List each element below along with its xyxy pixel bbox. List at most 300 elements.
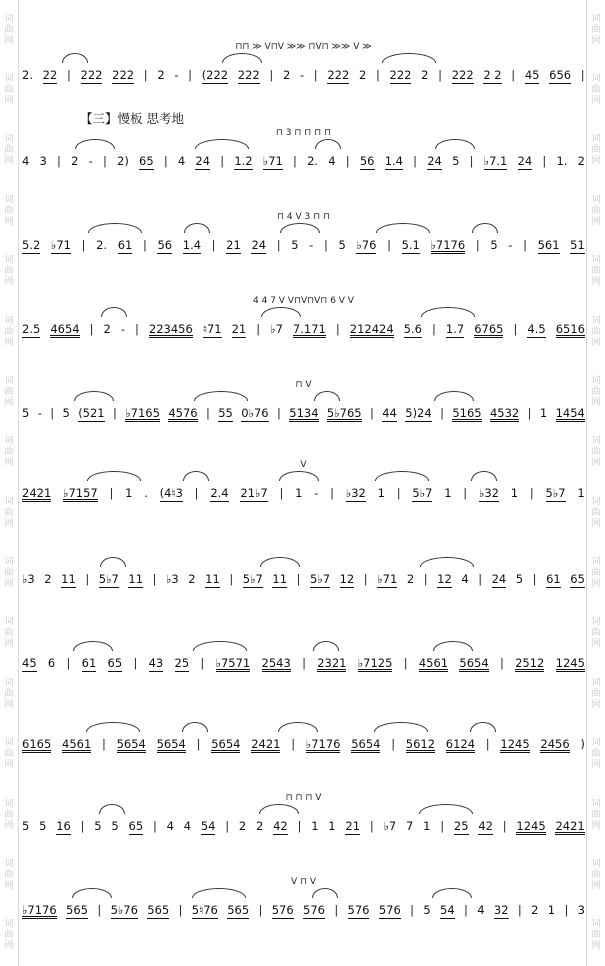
note-group: 24 — [427, 154, 442, 168]
slur-arc — [62, 53, 88, 63]
barline: | — [564, 903, 569, 917]
note-group: 222 — [112, 68, 135, 82]
barline: | — [391, 737, 396, 751]
slur-arc — [192, 888, 246, 898]
watermark-char: 曲 — [591, 749, 601, 760]
watermark-char: 曲 — [4, 145, 14, 156]
watermark-char: 曲 — [591, 930, 601, 941]
watermark-char: 曲 — [591, 85, 601, 96]
slur-arc — [184, 223, 210, 233]
note-group: 2 — [531, 903, 539, 917]
notation-row — [22, 148, 585, 174]
note-group: 223456 — [148, 322, 193, 336]
watermark-char: 词 — [591, 255, 601, 266]
barline: | — [85, 572, 90, 586]
note-group: 4532 — [489, 406, 520, 420]
note-group: 11 — [205, 572, 220, 586]
notation-row — [22, 480, 585, 506]
note-group: 6124 — [445, 737, 476, 751]
note-group: 2.4 — [210, 486, 229, 500]
watermark-char: 网 — [4, 699, 14, 710]
note-group: 5.1 — [401, 238, 420, 252]
slur-arc — [73, 641, 113, 651]
note-group: 1.4 — [182, 238, 202, 252]
watermark-glyph-group — [4, 738, 13, 771]
barline: | — [50, 406, 55, 420]
note-group: 4 — [477, 903, 485, 917]
note-group: 2 — [238, 819, 247, 833]
slur-arc — [99, 804, 125, 814]
barline: | — [196, 737, 201, 751]
slur-arc — [313, 641, 339, 651]
watermark-char: 词 — [4, 496, 14, 507]
note-group: 5612 — [405, 737, 436, 751]
barline: | — [163, 154, 168, 168]
slur-arc — [419, 804, 473, 814]
watermark-glyph-group — [591, 617, 600, 650]
watermark-glyph-group — [591, 134, 600, 167]
note-group: 576 — [347, 903, 370, 917]
watermark-glyph-group — [4, 134, 13, 167]
note-group: 2456 — [540, 737, 570, 751]
note-group: ♭7 — [270, 322, 283, 336]
watermark-char: 词 — [591, 375, 601, 386]
barline: | — [523, 238, 527, 252]
watermark-glyph-group — [591, 316, 600, 349]
watermark-char: 曲 — [4, 205, 14, 216]
watermark-char: 曲 — [4, 869, 14, 880]
note-group: 5654 — [351, 737, 381, 751]
barline: | — [277, 406, 281, 420]
slur-arc — [434, 391, 474, 401]
watermark-char: 曲 — [591, 447, 601, 458]
watermark-char: 网 — [591, 156, 601, 167]
note-group: (222 — [201, 68, 229, 82]
note-group: 16 — [56, 819, 71, 833]
note-group: 42 — [273, 819, 288, 833]
note-group: 5 — [452, 154, 460, 168]
note-group: 7.171 — [292, 322, 326, 336]
note-group: 6765 — [474, 322, 504, 336]
slur-arc — [260, 557, 300, 567]
watermark-char: 曲 — [591, 24, 601, 35]
watermark-char: 词 — [4, 74, 14, 85]
watermark-char: 词 — [4, 919, 14, 930]
note-group: 25 — [174, 656, 190, 670]
barline: | — [334, 903, 339, 917]
note-group: 32 — [493, 903, 509, 917]
watermark-char: 曲 — [4, 85, 14, 96]
watermark-char: 词 — [4, 798, 14, 809]
note-group: 1 — [311, 819, 319, 833]
slur-arc — [433, 641, 473, 651]
barline: | — [97, 903, 102, 917]
slur-arc — [382, 53, 436, 63]
note-group: 5 — [39, 819, 47, 833]
note-group: ♭7125 — [357, 656, 393, 670]
note-group: 222 — [327, 68, 350, 82]
note-group: 4576 — [168, 406, 198, 420]
note-group: 4 — [22, 154, 30, 168]
note-group: 12 — [339, 572, 355, 586]
barline: | — [142, 238, 147, 252]
slur-arc — [183, 471, 209, 481]
note-group: ♭7176 — [305, 737, 341, 751]
note-group: 5♭76 — [110, 903, 138, 917]
barline: | — [363, 572, 368, 586]
note-group: 2421 — [251, 737, 281, 751]
watermark-char: 曲 — [591, 326, 601, 337]
watermark-char: 网 — [4, 518, 14, 529]
note-group: 54 — [200, 819, 216, 833]
watermark-char: 曲 — [591, 145, 601, 156]
note-group: ) — [580, 737, 585, 751]
barline: | — [81, 238, 86, 252]
note-group: 1 — [423, 819, 431, 833]
barline: | — [410, 903, 414, 917]
watermark-glyph-group — [4, 799, 13, 832]
watermark-glyph-group — [4, 678, 13, 711]
note-group: 22 — [42, 68, 58, 82]
watermark-char: 曲 — [4, 568, 14, 579]
slur-arc — [74, 391, 114, 401]
slur-arc — [193, 641, 247, 651]
note-group: 5 — [111, 819, 119, 833]
note-group: 1.7 — [445, 322, 465, 336]
watermark-char: 词 — [4, 617, 14, 628]
watermark-char: 网 — [4, 35, 14, 46]
note-group: 2 — [256, 819, 264, 833]
watermark-char: 词 — [591, 798, 601, 809]
note-group: 21 — [345, 819, 361, 833]
watermark-glyph-group — [591, 919, 600, 952]
barline: | — [57, 154, 61, 168]
slur-arc — [312, 888, 338, 898]
watermark-char: 网 — [4, 216, 14, 227]
note-group: 5♭7 — [412, 486, 433, 500]
note-group: ♭3 — [22, 572, 35, 586]
note-group: 222 — [451, 68, 474, 82]
barline: | — [438, 68, 443, 82]
barline: | — [463, 486, 468, 500]
watermark-char: 网 — [4, 941, 14, 952]
note-group: 2 — [157, 68, 165, 82]
barline: | — [330, 486, 335, 500]
watermark-char: 词 — [4, 677, 14, 688]
note-group: 2421 — [22, 486, 52, 500]
watermark-char: 词 — [591, 738, 601, 749]
note-group: ♭71 — [377, 572, 398, 586]
barline: | — [527, 406, 532, 420]
note-group: - — [299, 68, 305, 82]
note-group: 24 — [491, 572, 507, 586]
left-margin-rule — [18, 0, 19, 966]
barline: | — [256, 322, 261, 336]
watermark-glyph-group — [4, 436, 13, 469]
note-group: 5654 — [156, 737, 186, 751]
watermark-char: 网 — [4, 277, 14, 288]
watermark-glyph-group — [591, 255, 600, 288]
note-group: 5165 — [452, 406, 482, 420]
note-group: 4.5 — [527, 322, 546, 336]
watermark-char: 网 — [4, 820, 14, 831]
slur-arc — [315, 139, 341, 149]
note-group: 11 — [61, 572, 76, 586]
watermark-char: 网 — [591, 579, 601, 590]
slur-arc — [470, 722, 496, 732]
barline: | — [440, 406, 444, 420]
barline: | — [89, 322, 94, 336]
barline: | — [200, 656, 205, 670]
slur-arc — [472, 223, 498, 233]
note-group: 4654 — [50, 322, 80, 336]
watermark-glyph-group — [591, 195, 600, 228]
barline: | — [80, 819, 85, 833]
note-group: 5654 — [459, 656, 489, 670]
watermark-char: 词 — [591, 194, 601, 205]
watermark-char: 网 — [591, 458, 601, 469]
barline: | — [102, 737, 106, 751]
barline: | — [580, 68, 585, 82]
note-group: 5 — [423, 903, 431, 917]
note-group: ♭7176 — [430, 238, 466, 252]
note-group: . — [144, 486, 148, 500]
note-group: 5♭7 — [545, 486, 566, 500]
watermark-char: 词 — [4, 738, 14, 749]
note-group: 576 — [271, 903, 294, 917]
watermark-char: 曲 — [4, 749, 14, 760]
note-group: 0♭76 — [241, 406, 269, 420]
watermark-char: 网 — [591, 277, 601, 288]
watermark-char: 词 — [591, 617, 601, 628]
watermark-glyph-group — [591, 678, 600, 711]
slur-arc — [101, 307, 127, 317]
notation-row — [22, 400, 585, 426]
note-group: 61 — [117, 238, 133, 252]
watermark-char: 网 — [591, 397, 601, 408]
watermark-char: 网 — [591, 216, 601, 227]
note-group: 4 — [183, 819, 192, 833]
watermark-char: 曲 — [4, 266, 14, 277]
articulation-marks: ⊓⊓ ≫ V⊓V ≫≫ ⊓V⊓ ≫≫ V ≫ — [235, 42, 372, 52]
slur-arc — [280, 223, 320, 233]
notation-row — [22, 650, 585, 676]
note-group: 2. — [22, 68, 33, 82]
note-group: 11 — [128, 572, 144, 586]
note-group: 222 — [80, 68, 103, 82]
slur-arc — [86, 722, 140, 732]
barline: | — [113, 406, 117, 420]
barline: | — [511, 68, 516, 82]
left-watermark-column — [0, 0, 18, 966]
note-group: 565 — [66, 903, 88, 917]
note-group: 565 — [227, 903, 250, 917]
watermark-char: 词 — [4, 375, 14, 386]
note-group: 44 — [382, 406, 397, 420]
watermark-char: 网 — [4, 760, 14, 771]
watermark-glyph-group — [591, 497, 600, 530]
barline: | — [345, 154, 350, 168]
note-group: 2 — [188, 572, 196, 586]
notation-row — [22, 62, 585, 88]
watermark-char: 曲 — [4, 24, 14, 35]
watermark-char: 词 — [4, 436, 14, 447]
note-group: ♭7.1 — [483, 154, 508, 168]
note-group: 6165 — [22, 737, 52, 751]
barline: | — [220, 154, 225, 168]
note-group: 5♭765 — [326, 406, 362, 420]
note-group: 45 — [22, 656, 37, 670]
note-group: 1 — [295, 486, 303, 500]
note-group: 65 — [128, 819, 144, 833]
watermark-char: 网 — [4, 579, 14, 590]
barline: | — [302, 656, 306, 670]
note-group: ♭7165 — [125, 406, 160, 420]
barline: | — [291, 737, 296, 751]
watermark-char: 词 — [4, 858, 14, 869]
note-group: 2 — [421, 68, 429, 82]
slur-arc — [421, 307, 475, 317]
barline: | — [440, 819, 445, 833]
barline: | — [276, 238, 281, 252]
watermark-char: 网 — [4, 156, 14, 167]
note-group: 5134 — [289, 406, 319, 420]
note-group: 2 — [577, 154, 585, 168]
note-group: ♭7571 — [215, 656, 251, 670]
note-group: 2321 — [317, 656, 347, 670]
barline: | — [502, 819, 507, 833]
watermark-glyph-group — [4, 74, 13, 107]
watermark-char: 网 — [591, 941, 601, 952]
note-group: ♭7 — [383, 819, 397, 833]
note-group: 2. — [96, 238, 108, 252]
barline: | — [152, 819, 157, 833]
barline: | — [323, 238, 328, 252]
note-group: 24 — [251, 238, 267, 252]
note-group: - — [37, 406, 42, 420]
barline: | — [109, 486, 114, 500]
barline: | — [387, 238, 391, 252]
slur-arc — [87, 471, 141, 481]
note-group: 5654 — [116, 737, 146, 751]
watermark-char: 网 — [591, 639, 601, 650]
note-group: 5 — [515, 572, 524, 586]
note-group: - — [174, 68, 179, 82]
barline: | — [517, 903, 522, 917]
note-group: ♭32 — [345, 486, 366, 500]
note-group: 51 — [570, 238, 585, 252]
watermark-glyph-group — [591, 557, 600, 590]
slur-arc — [88, 223, 142, 233]
watermark-char: 曲 — [4, 930, 14, 941]
note-group: 2 2 — [483, 68, 502, 82]
note-group: ♭76 — [356, 238, 377, 252]
barline: | — [211, 238, 216, 252]
barline: | — [135, 322, 139, 336]
note-group: 1 — [125, 486, 133, 500]
note-group: 4 — [328, 154, 336, 168]
note-group: 11 — [272, 572, 288, 586]
note-group: 65 — [107, 656, 123, 670]
note-group: 2421 — [555, 819, 585, 833]
barline: | — [431, 322, 436, 336]
note-group: ♭32 — [478, 486, 499, 500]
watermark-glyph-group — [591, 738, 600, 771]
note-group: - — [120, 322, 125, 336]
note-group: 1245 — [555, 656, 585, 670]
barline: | — [143, 68, 148, 82]
watermark-char: 词 — [591, 436, 601, 447]
watermark-char: 曲 — [4, 809, 14, 820]
note-group: ♭7157 — [63, 486, 98, 500]
note-group: 2) — [117, 154, 129, 168]
note-group: 3 — [577, 903, 585, 917]
note-group: 2 — [406, 572, 415, 586]
note-group: (521 — [78, 406, 105, 420]
watermark-char: 词 — [591, 677, 601, 688]
slur-arc — [374, 722, 428, 732]
slur-arc — [100, 557, 126, 567]
note-group: 2543 — [261, 656, 291, 670]
note-group: 1. — [556, 154, 568, 168]
note-group: 1 — [444, 486, 452, 500]
slur-arc — [75, 139, 115, 149]
watermark-char: 曲 — [4, 326, 14, 337]
watermark-char: 词 — [591, 858, 601, 869]
note-group: 5 — [94, 819, 102, 833]
watermark-char: 曲 — [4, 507, 14, 518]
slur-arc — [435, 139, 475, 149]
note-group: 2 — [71, 154, 79, 168]
watermark-char: 网 — [591, 820, 601, 831]
watermark-char: 词 — [4, 315, 14, 326]
note-group: 5 — [291, 238, 299, 252]
barline: | — [403, 656, 408, 670]
note-group: 2 — [44, 572, 52, 586]
watermark-glyph-group — [4, 316, 13, 349]
barline: | — [225, 819, 230, 833]
watermark-char: 网 — [4, 458, 14, 469]
watermark-char: 词 — [4, 557, 14, 568]
articulation-marks: ⊓ 4 V 3 ⊓ ⊓ — [277, 212, 330, 222]
watermark-char: 词 — [591, 919, 601, 930]
slur-arc — [432, 888, 472, 898]
watermark-glyph-group — [591, 859, 600, 892]
barline: | — [258, 903, 263, 917]
watermark-char: 词 — [591, 496, 601, 507]
watermark-char: 词 — [591, 134, 601, 145]
barline: | — [464, 903, 468, 917]
note-group: 1 — [547, 903, 556, 917]
note-group: 5 — [22, 406, 30, 420]
barline: | — [469, 154, 474, 168]
watermark-char: 网 — [4, 880, 14, 891]
section-heading: 【三】慢板 思考地 — [80, 111, 184, 126]
score-body — [22, 0, 585, 966]
note-group: 1 — [539, 406, 548, 420]
note-group: 1.2 — [234, 154, 253, 168]
barline: | — [413, 154, 418, 168]
note-group: 1245 — [500, 737, 530, 751]
note-group: 5♭7 — [242, 572, 263, 586]
note-group: 5 — [338, 238, 346, 252]
barline: | — [102, 154, 107, 168]
barline: | — [485, 737, 490, 751]
watermark-char: 曲 — [591, 507, 601, 518]
note-group: 4 — [166, 819, 174, 833]
note-group: 5 — [62, 406, 70, 420]
notation-row — [22, 731, 585, 757]
